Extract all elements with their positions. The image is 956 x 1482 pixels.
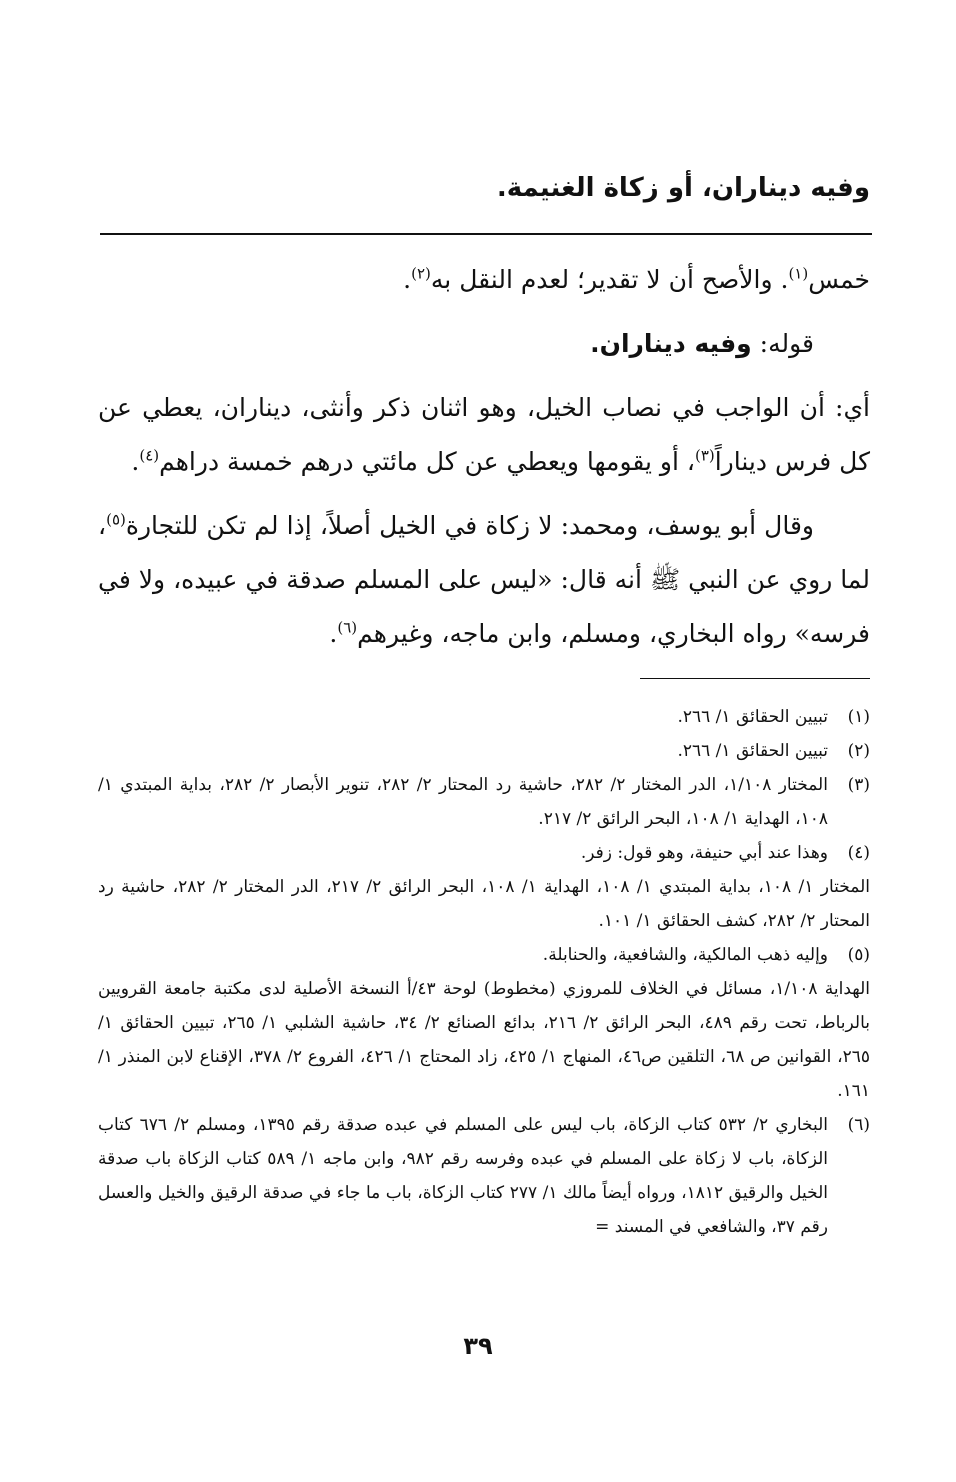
footnote-text: تبيين الحقائق ١/ ٢٦٦. xyxy=(677,741,828,761)
footnote-number: (٣) xyxy=(847,775,870,795)
footnote-number: (٤) xyxy=(847,843,870,863)
header-rule xyxy=(100,233,872,235)
footnote-body xyxy=(98,700,828,734)
footnote-ref-2[interactable]: (٢) xyxy=(411,264,431,283)
footnote-1 xyxy=(98,700,870,734)
page-number: ٣٩ xyxy=(463,1332,493,1360)
footnote-body xyxy=(98,1108,828,1244)
footnote-ref-5[interactable]: (٥) xyxy=(106,510,126,529)
p3-a: أي: أن الواجب في نصاب الخيل، وهو اثنان ذكر وأنثى، ديناران، يعطي عن كل فرس ديناراً xyxy=(98,393,870,476)
p3-c: . xyxy=(131,447,140,476)
running-head: وفيه ديناران، أو زكاة الغنيمة. xyxy=(496,173,870,203)
footnote-text: وهذا عند أبي حنيفة، وهو قول: زفر. xyxy=(580,843,828,863)
p3-b: ، أو يقومها ويعطي عن كل مائتي درهم خمسة دراهم xyxy=(159,447,695,476)
footnote-ref-4[interactable]: (٤) xyxy=(139,446,160,465)
footnote-text: المختار ١/١٠٨، الدر المختار ٢/ ٢٨٢، حاشية رد المحتار ٢/ ٢٨٢، تنوير الأبصار ٢/ ٢٨٢، بداية المبتدي ١/ ١٠٨، الهداية ١/ ١٠٨، البحر الرائق ٢/ ٢١٧. xyxy=(98,775,828,829)
footnote-ref-1[interactable]: (١) xyxy=(788,264,809,283)
footnote-ref-3[interactable]: (٣) xyxy=(694,446,715,465)
paragraph-4 xyxy=(98,499,870,661)
p2-quoted: وفيه ديناران. xyxy=(590,329,752,358)
p4-a: وقال أبو يوسف، ومحمد: لا زكاة في الخيل أصلاً، إذا لم تكن للتجارة xyxy=(125,511,814,540)
footnote-ref-6[interactable]: (٦) xyxy=(337,618,358,637)
footnote-6 xyxy=(98,1108,870,1244)
footnote-body xyxy=(98,768,828,836)
footnote-2 xyxy=(98,734,870,768)
p4-c: . xyxy=(329,619,338,648)
paragraph-2 xyxy=(98,317,870,371)
footnote-5-sources: الهداية ١/١٠٨، مسائل في الخلاف للمروزي (مخطوط) لوحة ٤٣/أ النسخة الأصلية لدى مكتبة جامعة القرويين بالرباط، تحت رقم ٤٨٩، البحر الرائق ٢/ ٢١٦، بدائع الصنائع ٢/ ٣٤، حاشية الشلبي ١/ ٢٦٥، تبيين الحقائق ١/ ٢٦٥، القوانين ص ٦٨، التلقين ص٤٦، المنهاج ١/ ٤٢٥، زاد المحتاج ١/ ٤٢٦، الفروع ٢/ ٣٧٨، الإقناع لابن المنذر ١/ ١٦١. xyxy=(98,979,870,1101)
p1-b: . والأصح أن لا تقدير؛ لعدم النقل به xyxy=(430,265,789,294)
footnote-number: (٥) xyxy=(847,945,870,965)
p2-lead: قوله: xyxy=(751,329,814,358)
footnote-text: البخاري ٢/ ٥٣٢ كتاب الزكاة، باب ليس على المسلم في عبده صدقة رقم ١٣٩٥، ومسلم ٢/ ٦٧٦ كتاب الزكاة، باب لا زكاة على المسلم في عبده وفرسه رقم ٩٨٢، وابن ماجه ١/ ٥٨٩ كتاب الزكاة باب صدقة الخيل والرقيق ١٨١٢، ورواه أيضاً مالك ١/ ٢٧٧ كتاب الزكاة، باب ما جاء في صدقة الرقيق والخيل والعسل رقم ٣٧، والشافعي في المسند = xyxy=(98,1115,829,1237)
footnote-text: وإليه ذهب المالكية، والشافعية، والحنابلة. xyxy=(542,945,828,965)
main-text xyxy=(98,253,870,661)
p1-c: . xyxy=(403,265,412,294)
footnote-body xyxy=(98,734,828,768)
p4-b: ، لما روي عن النبي ﷺ أنه قال: «ليس على المسلم صدقة في عبيده، ولا في فرسه» رواه البخاري، ومسلم، وابن ماجه، وغيرهم xyxy=(98,511,870,648)
p1-a: خمس xyxy=(808,265,870,294)
footnote-number: (٦) xyxy=(847,1115,870,1135)
footnote-body xyxy=(98,938,828,972)
footnote-4-sources: المختار ١/ ١٠٨، بداية المبتدي ١/ ١٠٨، الهداية ١/ ١٠٨، البحر الرائق ٢/ ٢١٧، الدر المختار ٢/ ٢٨٢، حاشية رد المحتار ٢/ ٢٨٢، كشف الحقائق ١/ ١٠١. xyxy=(98,877,870,931)
footnotes xyxy=(98,700,870,1244)
footnote-body xyxy=(98,836,828,870)
footnote-number: (٢) xyxy=(847,741,870,761)
footnote-text: تبيين الحقائق ١/ ٢٦٦. xyxy=(677,707,828,727)
footnote-separator xyxy=(640,678,870,679)
paragraph-3 xyxy=(98,381,870,489)
footnote-number: (١) xyxy=(847,707,870,727)
paragraph-1 xyxy=(98,253,870,307)
footnote-5 xyxy=(98,938,870,972)
footnote-4 xyxy=(98,836,870,870)
footnote-3 xyxy=(98,768,870,836)
